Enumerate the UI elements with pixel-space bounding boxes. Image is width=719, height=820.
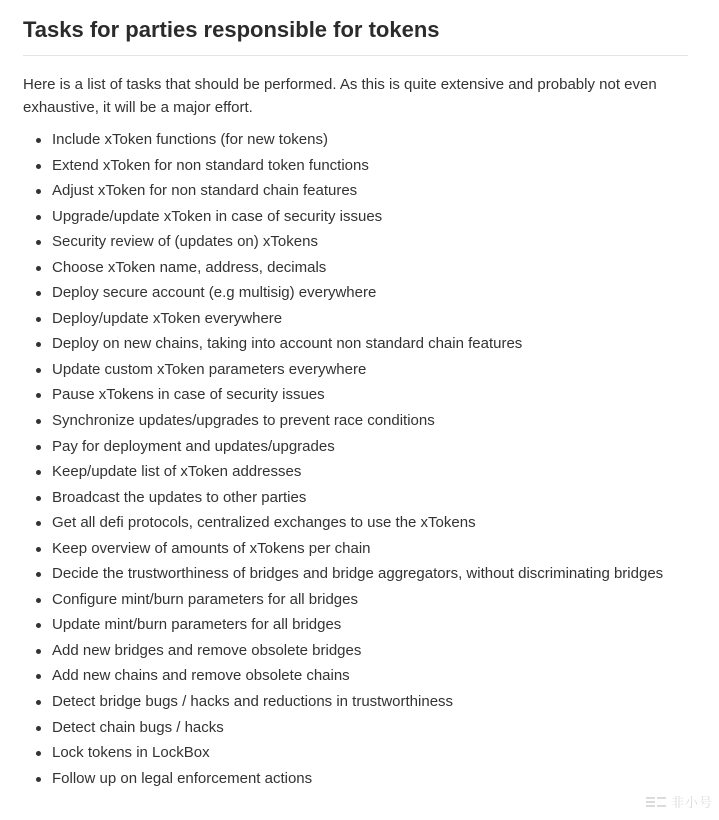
list-item bbox=[23, 487, 688, 509]
list-item bbox=[23, 640, 688, 662]
list-item-text: Extend xToken for non standard token functions bbox=[52, 156, 369, 174]
bullet-icon bbox=[36, 623, 41, 628]
task-list bbox=[23, 129, 688, 790]
watermark-text: 非小号 bbox=[670, 796, 713, 811]
list-item bbox=[23, 742, 688, 764]
list-item-text: Follow up on legal enforcement actions bbox=[52, 769, 313, 787]
bullet-icon bbox=[36, 700, 41, 705]
list-item-text: Security review of (updates on) xTokens bbox=[52, 233, 318, 251]
list-item bbox=[23, 538, 688, 560]
document-page bbox=[23, 14, 688, 793]
list-item-text: Adjust xToken for non standard chain features bbox=[52, 182, 358, 200]
list-item-text: Configure mint/burn parameters for all bridges bbox=[52, 590, 358, 608]
page-title: Tasks for parties responsible for tokens bbox=[23, 14, 688, 56]
bullet-icon bbox=[36, 368, 41, 373]
bullet-icon bbox=[36, 342, 41, 347]
list-item bbox=[23, 589, 688, 611]
list-item bbox=[23, 436, 688, 458]
bullet-icon bbox=[36, 572, 41, 577]
list-item-text: Deploy on new chains, taking into account non standard chain features bbox=[52, 335, 523, 353]
list-item-text: Update mint/burn parameters for all bridges bbox=[52, 616, 342, 634]
list-item-text: Broadcast the updates to other parties bbox=[52, 488, 307, 506]
list-item-text: Add new bridges and remove obsolete bridges bbox=[52, 641, 362, 659]
bullet-icon bbox=[36, 215, 41, 220]
bullet-icon bbox=[36, 266, 41, 271]
list-item-text: Update custom xToken parameters everywhere bbox=[52, 360, 367, 378]
bullet-icon bbox=[36, 240, 41, 245]
bullet-icon bbox=[36, 726, 41, 731]
list-item-text: Add new chains and remove obsolete chains bbox=[52, 667, 350, 685]
bullet-icon bbox=[36, 521, 41, 526]
list-item bbox=[23, 359, 688, 381]
list-item-text: Pause xTokens in case of security issues bbox=[52, 386, 325, 404]
list-item bbox=[23, 768, 688, 790]
list-item-text: Detect bridge bugs / hacks and reductions in trustworthiness bbox=[52, 693, 454, 711]
bullet-icon bbox=[36, 393, 41, 398]
list-item bbox=[23, 231, 688, 253]
bullet-icon bbox=[36, 291, 41, 296]
list-item bbox=[23, 206, 688, 228]
list-item bbox=[23, 180, 688, 202]
list-item bbox=[23, 257, 688, 279]
list-item bbox=[23, 512, 688, 534]
bullet-icon bbox=[36, 164, 41, 169]
bullet-icon bbox=[36, 649, 41, 654]
bullet-icon bbox=[36, 547, 41, 552]
list-item-text: Pay for deployment and updates/upgrades bbox=[52, 437, 335, 455]
list-item bbox=[23, 461, 688, 483]
list-item bbox=[23, 563, 688, 585]
list-item bbox=[23, 129, 688, 151]
list-item-text: Get all defi protocols, centralized exchanges to use the xTokens bbox=[52, 514, 476, 532]
bullet-icon bbox=[36, 419, 41, 424]
list-item-text: Deploy/update xToken everywhere bbox=[52, 309, 283, 327]
bullet-icon bbox=[36, 138, 41, 143]
bullet-icon bbox=[36, 496, 41, 501]
bullet-icon bbox=[36, 317, 41, 322]
list-item bbox=[23, 333, 688, 355]
list-item bbox=[23, 665, 688, 687]
list-item-text: Lock tokens in LockBox bbox=[52, 744, 210, 762]
list-item-text: Keep/update list of xToken addresses bbox=[52, 463, 302, 481]
bullet-icon bbox=[36, 777, 41, 782]
list-item bbox=[23, 410, 688, 432]
bullet-icon bbox=[36, 189, 41, 194]
list-item-text: Synchronize updates/upgrades to prevent race conditions bbox=[52, 412, 435, 430]
list-item-text: Keep overview of amounts of xTokens per chain bbox=[52, 539, 371, 557]
bullet-icon bbox=[36, 674, 41, 679]
list-item-text: Include xToken functions (for new tokens) bbox=[52, 131, 328, 148]
list-item bbox=[23, 384, 688, 406]
list-item bbox=[23, 717, 688, 739]
bullet-icon bbox=[36, 470, 41, 475]
list-item bbox=[23, 614, 688, 636]
list-item bbox=[23, 155, 688, 177]
list-item-text: Choose xToken name, address, decimals bbox=[52, 258, 327, 276]
bullet-icon bbox=[36, 751, 41, 756]
list-item-text: Detect chain bugs / hacks bbox=[52, 718, 224, 736]
feixiaohao-logo-icon bbox=[645, 795, 667, 809]
list-item bbox=[23, 282, 688, 304]
list-item-text: Decide the trustworthiness of bridges and bridge aggregators, without discriminating bridges bbox=[52, 565, 664, 583]
list-item-text: Upgrade/update xToken in case of security issues bbox=[52, 207, 383, 225]
list-item-text: Deploy secure account (e.g multisig) everywhere bbox=[52, 284, 377, 302]
bullet-icon bbox=[36, 598, 41, 603]
watermark bbox=[645, 792, 713, 811]
list-item bbox=[23, 308, 688, 330]
intro-paragraph: Here is a list of tasks that should be performed. As this is quite extensive and probably not even exhaustive, it will be a major effort. bbox=[23, 76, 657, 116]
list-item bbox=[23, 691, 688, 713]
bullet-icon bbox=[36, 445, 41, 450]
